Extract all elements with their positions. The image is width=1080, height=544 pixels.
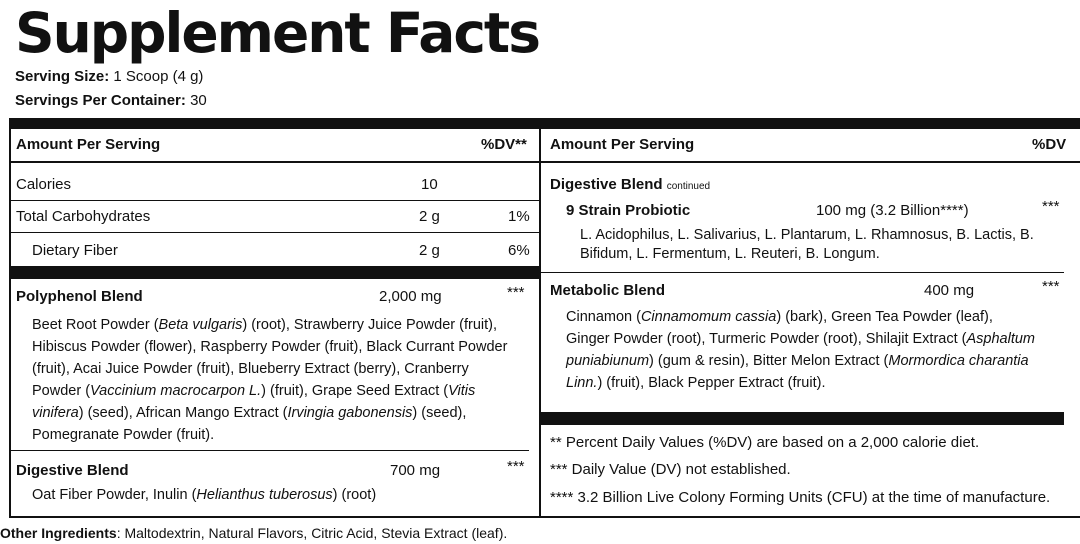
right-header-rule (541, 161, 1080, 163)
section-bar (11, 266, 539, 279)
probiotic-strains: L. Acidophilus, L. Salivarius, L. Plantarum, L. Rhamnosus, B. Lactis, B. Bifidum, L. Fermentum, L. Reuteri, B. Longum. (580, 227, 1034, 262)
carbs-label: Total Carbohydrates (16, 208, 151, 225)
serving-size-value: 1 Scoop (4 g) (113, 68, 204, 85)
page-title: Supplement Facts (15, 1, 539, 65)
column-divider (539, 129, 541, 518)
footnote-dv: ** Percent Daily Values (%DV) are based on a 2,000 calorie diet. (550, 434, 980, 451)
calories-label: Calories (16, 176, 72, 193)
polyphenol-ingredients: Beet Root Powder (Beta vulgaris) (root), Strawberry Juice Powder (fruit), Hibiscus Powder (flower), Raspberry Powder (fruit), Black Currant Powder (fruit), Acai Juice Powder (fruit), Blueberry Extract (berry), Cranberry Powder (Vaccinium macrocarpon L.) (fruit), Grape Seed Extract (Vitis vinifera) (seed), African Mango Extract (Irvingia gabonensis) (seed), Pomegranate Powder (fruit). (32, 317, 508, 443)
digestive-blend-dv: *** (507, 458, 525, 475)
continued-label: continued (666, 181, 711, 192)
digestive-blend-amount: 700 mg (390, 462, 441, 479)
left-header-dv: %DV** (481, 136, 527, 153)
footnote-cfu: **** 3.2 Billion Live Colony Forming Units (CFU) at the time of manufacture. (550, 489, 1051, 506)
other-ingredients-label: Other Ingredients (0, 525, 117, 541)
carbs-dv: 1% (508, 208, 530, 225)
other-ingredients (0, 524, 507, 542)
carbs-amount: 2 g (419, 208, 440, 225)
fiber-dv: 6% (508, 242, 530, 259)
right-header-amount: Amount Per Serving (550, 136, 695, 153)
servings-per-container-value: 30 (190, 92, 207, 109)
digestive-cont-label (550, 176, 710, 196)
fiber-amount: 2 g (419, 242, 440, 259)
other-ingredients-value: : Maltodextrin, Natural Flavors, Citric Acid, Stevia Extract (leaf). (116, 525, 508, 541)
probiotic-label: 9 Strain Probiotic (566, 202, 691, 219)
right-header-dv: %DV (1032, 136, 1067, 153)
digestive-blend-label: Digestive Blend (16, 462, 129, 479)
servings-per-container-label: Servings Per Container: (15, 92, 186, 109)
serving-size (15, 68, 203, 86)
metabolic-blend-amount: 400 mg (924, 282, 975, 299)
metabolic-blend-label: Metabolic Blend (550, 282, 666, 299)
row-rule (11, 450, 529, 451)
left-header-amount: Amount Per Serving (16, 136, 161, 153)
polyphenol-blend-label: Polyphenol Blend (16, 288, 143, 305)
left-header-rule (11, 161, 539, 163)
polyphenol-blend-dv: *** (507, 284, 525, 301)
row-rule (541, 272, 1064, 273)
digestive-cont-name: Digestive Blend (550, 176, 663, 193)
probiotic-amount: 100 mg (3.2 Billion****) (816, 202, 969, 219)
row-rule (11, 200, 539, 201)
top-bar (9, 118, 1080, 129)
digestive-ingredients: Oat Fiber Powder, Inulin (Helianthus tuberosus) (root) (32, 487, 377, 503)
fiber-label: Dietary Fiber (32, 242, 118, 259)
polyphenol-blend-amount: 2,000 mg (379, 288, 442, 305)
probiotic-dv: *** (1042, 198, 1060, 215)
section-bar (541, 412, 1064, 425)
servings-per-container (15, 92, 207, 110)
footnote-not-established: *** Daily Value (DV) not established. (550, 461, 791, 478)
metabolic-blend-dv: *** (1042, 278, 1060, 295)
calories-amount: 10 (421, 176, 438, 193)
serving-size-label: Serving Size: (15, 68, 110, 85)
metabolic-ingredients: Cinnamon (Cinnamomum cassia) (bark), Green Tea Powder (leaf), Ginger Powder (root), Turmeric Powder (root), Shilajit Extract (Asphaltum puniabiunum) (gum & resin), Bitter Melon Extract (Mormordica charantia Linn.) (fruit), Black Pepper Extract (fruit). (566, 309, 1035, 391)
row-rule (11, 232, 539, 233)
